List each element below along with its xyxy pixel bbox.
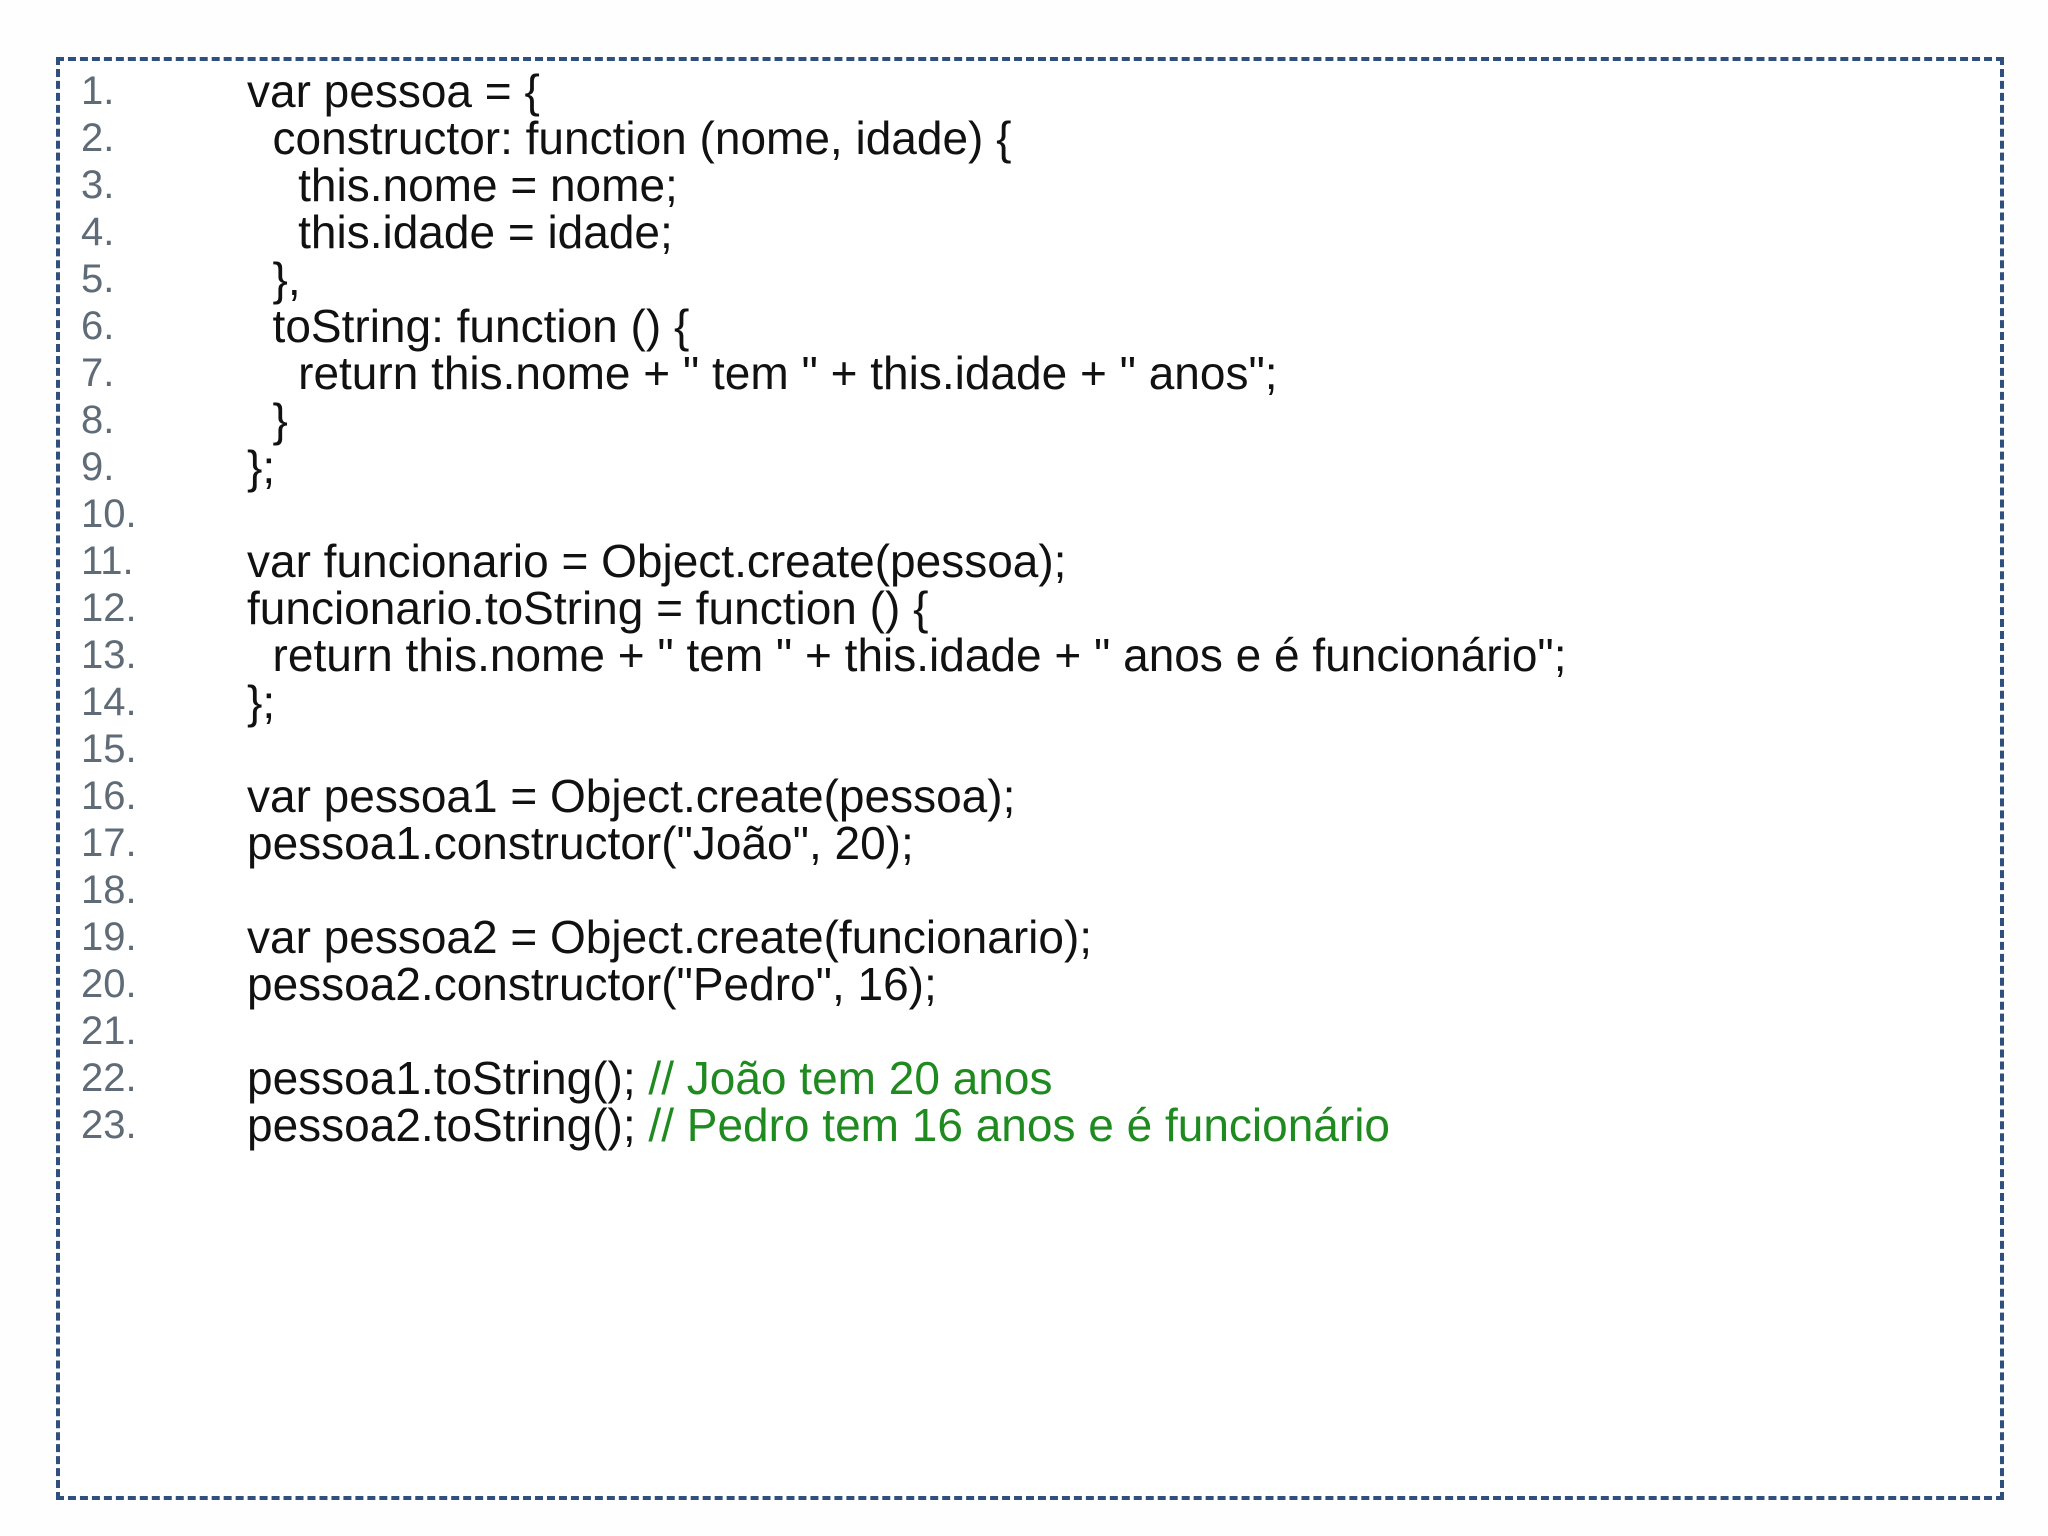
code-line-23 <box>60 1094 1960 1156</box>
code-comment: // João tem 20 anos <box>648 1052 1053 1104</box>
line-number: 21. <box>81 1009 137 1053</box>
line-number: 23. <box>81 1103 137 1147</box>
line-number: 15. <box>81 727 137 771</box>
code-statement: var pessoa = { <box>247 65 540 117</box>
line-number: 5. <box>81 257 115 301</box>
line-number: 2. <box>81 116 115 160</box>
code-statement: this.nome = nome; <box>247 159 678 211</box>
line-number: 19. <box>81 915 137 959</box>
line-number: 20. <box>81 962 137 1006</box>
line-number: 14. <box>81 680 137 724</box>
line-number: 11. <box>81 539 134 583</box>
code-statement: pessoa1.constructor("João", 20); <box>247 817 914 869</box>
line-number: 7. <box>81 351 115 395</box>
code-block-frame <box>56 57 2004 1500</box>
code-statement: toString: function () { <box>247 300 690 352</box>
line-number: 10. <box>81 492 137 536</box>
code-statement: return this.nome + " tem " + this.idade + " anos"; <box>247 347 1278 399</box>
line-number: 3. <box>81 163 115 207</box>
line-number: 12. <box>81 586 137 630</box>
line-number: 18. <box>81 868 137 912</box>
code-statement: var pessoa1 = Object.create(pessoa); <box>247 770 1016 822</box>
line-number: 4. <box>81 210 115 254</box>
code-statement: }; <box>247 441 276 493</box>
code-comment: // Pedro tem 16 anos e é funcionário <box>648 1099 1390 1151</box>
code-statement: }, <box>247 253 301 305</box>
line-number: 22. <box>81 1056 137 1100</box>
code-statement: return this.nome + " tem " + this.idade + " anos e é funcionário"; <box>247 629 1567 681</box>
code-text <box>247 1094 1390 1156</box>
code-statement: pessoa1.toString(); <box>247 1052 649 1104</box>
code-statement: }; <box>247 676 276 728</box>
code-statement: pessoa2.toString(); <box>247 1099 649 1151</box>
code-statement: var pessoa2 = Object.create(funcionario); <box>247 911 1093 963</box>
line-number: 13. <box>81 633 137 677</box>
line-number: 9. <box>81 445 115 489</box>
line-number: 16. <box>81 774 137 818</box>
line-number: 1. <box>81 69 115 113</box>
line-number: 8. <box>81 398 115 442</box>
code-statement: constructor: function (nome, idade) { <box>247 112 1012 164</box>
code-statement: this.idade = idade; <box>247 206 673 258</box>
code-statement: pessoa2.constructor("Pedro", 16); <box>247 958 937 1010</box>
code-statement: funcionario.toString = function () { <box>247 582 929 634</box>
code-statement: var funcionario = Object.create(pessoa); <box>247 535 1067 587</box>
line-number: 17. <box>81 821 137 865</box>
line-number: 6. <box>81 304 115 348</box>
code-statement: } <box>247 394 288 446</box>
